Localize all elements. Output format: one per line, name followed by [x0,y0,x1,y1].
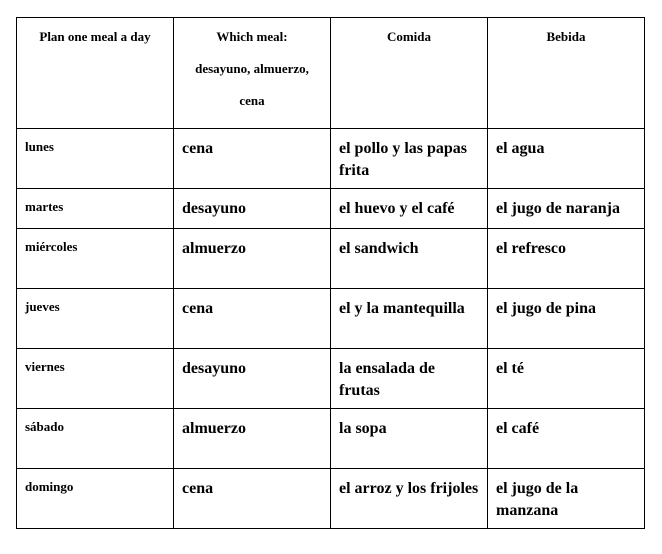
meal-cell: almuerzo [174,409,331,469]
meal-cell: cena [174,469,331,529]
day-cell: domingo [17,469,174,529]
table-row [17,469,645,529]
header-plan [17,18,174,129]
food-cell: el pollo y las papas frita [331,129,488,189]
header-which-meal [174,18,331,129]
table-row [17,189,645,229]
table-row [17,289,645,349]
food-cell: el sandwich [331,229,488,289]
header-bebida-text: Bebida [546,29,586,44]
header-which-meal-line2: desayuno, almuerzo, [195,61,309,76]
drink-cell: el café [488,409,645,469]
day-cell: jueves [17,289,174,349]
day-cell: viernes [17,349,174,409]
day-cell: sábado [17,409,174,469]
drink-cell: el té [488,349,645,409]
header-plan-text: Plan one meal a day [39,29,151,44]
drink-cell: el jugo de naranja [488,189,645,229]
header-comida-text: Comida [386,29,432,44]
drink-cell: el jugo de pina [488,289,645,349]
day-cell: lunes [17,129,174,189]
meal-cell: cena [174,289,331,349]
drink-cell: el refresco [488,229,645,289]
food-cell: el y la mantequilla [331,289,488,349]
table-row [17,409,645,469]
table-row [17,229,645,289]
header-which-meal-line3: cena [239,93,265,108]
drink-cell: el jugo de la manzana [488,469,645,529]
meal-cell: almuerzo [174,229,331,289]
header-which-meal-line1: Which meal: [216,29,288,44]
table-row [17,129,645,189]
drink-cell: el agua [488,129,645,189]
header-comida [331,18,488,129]
food-cell: el arroz y los frijoles [331,469,488,529]
day-cell: miércoles [17,229,174,289]
day-cell: martes [17,189,174,229]
header-row [17,18,645,129]
food-cell: la ensalada de frutas [331,349,488,409]
food-cell: la sopa [331,409,488,469]
meal-cell: desayuno [174,349,331,409]
meal-plan-table [16,17,645,529]
meal-cell: desayuno [174,189,331,229]
table-row [17,349,645,409]
meal-cell: cena [174,129,331,189]
header-bebida [488,18,645,129]
food-cell: el huevo y el café [331,189,488,229]
